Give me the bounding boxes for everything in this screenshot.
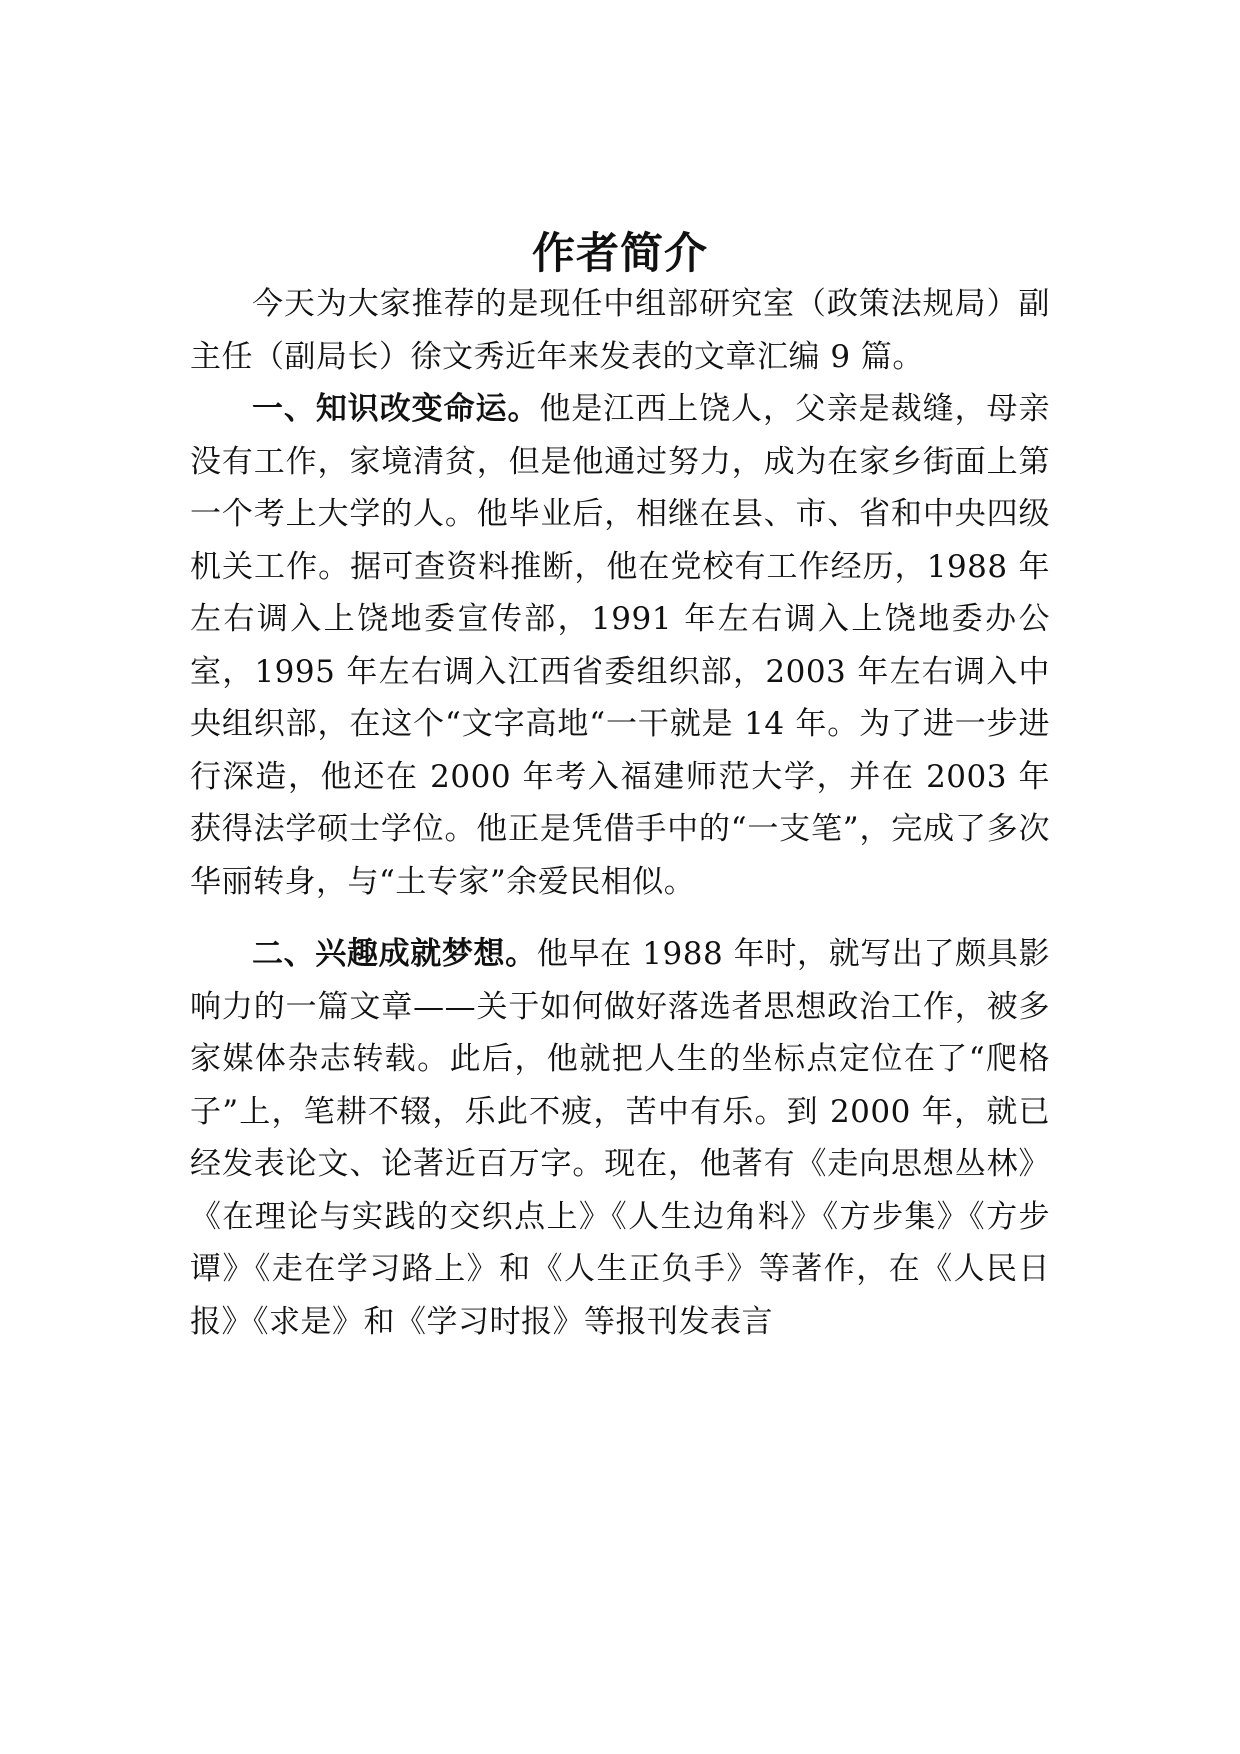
intro-paragraph: 今天为大家推荐的是现任中组部研究室（政策法规局）副主任（副局长）徐文秀近年来发表的文章汇编 9 篇。 <box>190 286 1050 375</box>
document-body <box>190 278 1050 1348</box>
section-1-paragraph <box>190 383 1050 908</box>
page-title: 作者简介 <box>532 229 708 279</box>
section-2-paragraph <box>190 928 1050 1348</box>
section-2-text: 他早在 1988 年时，就写出了颇具影响力的一篇文章——关于如何做好落选者思想政治工作，被多家媒体杂志转载。此后，他就把人生的坐标点定位在了“爬格子”上，笔耕不辍，乐此不疲，苦中有乐。到 2000 年，就已经发表论文、论著近百万字。现在，他著有《走向思想丛林》《在理论与实践的交织点上》《人生边角料》《方步集》《方步谭》《走在学习路上》和《人生正负手》等著作，在《人民日报》《求是》和《学习时报》等报刊发表言 <box>190 936 1050 1340</box>
section-1-heading: 一、知识改变命运。 <box>252 391 540 427</box>
section-2-heading: 二、兴趣成就梦想。 <box>252 936 537 972</box>
paragraph-gap <box>190 908 1050 928</box>
section-1-text: 他是江西上饶人，父亲是裁缝，母亲没有工作，家境清贫，但是他通过努力，成为在家乡街面上第一个考上大学的人。他毕业后，相继在县、市、省和中央四级机关工作。据可查资料推断，他在党校有工作经历，1988 年左右调入上饶地委宣传部，1991 年左右调入上饶地委办公室，1995 年左右调入江西省委组织部，2003 年左右调入中央组织部，在这个“文字高地“一干就是 14 年。为了进一步进行深造，他还在 2000 年考入福建师范大学，并在 2003 年获得法学硕士学位。他正是凭借手中的“一支笔”，完成了多次华丽转身，与“土专家”余爱民相似。 <box>190 391 1050 900</box>
